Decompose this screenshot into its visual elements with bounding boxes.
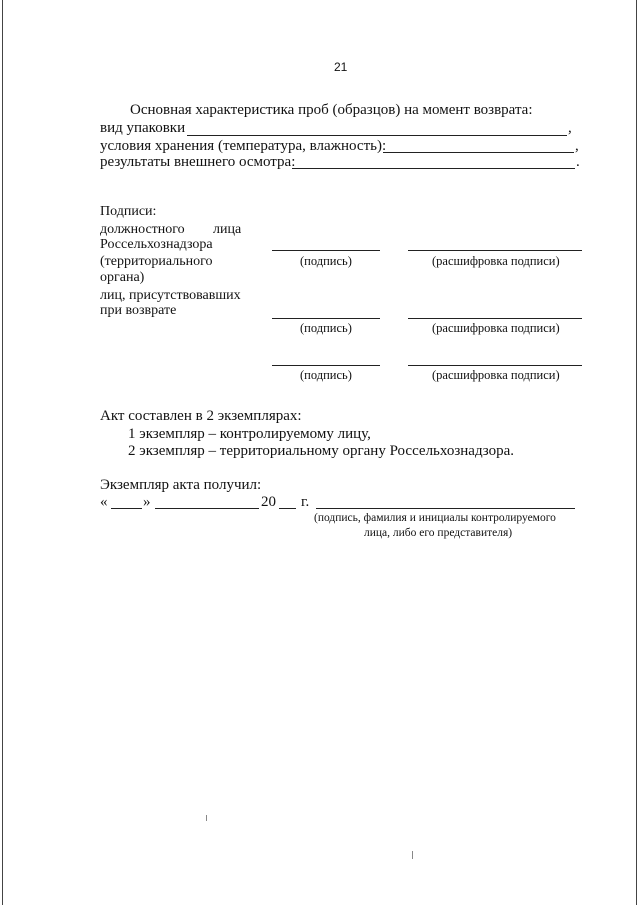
scan-edge-right	[636, 0, 637, 905]
official-label-line1a: должностного	[100, 222, 185, 237]
date-quote-open: «	[100, 494, 108, 510]
signature-caption: (подпись)	[300, 321, 352, 335]
official-label-line1b: лица	[213, 222, 242, 237]
year-suffix: г.	[301, 494, 310, 510]
signature-caption: (подпись)	[300, 368, 352, 382]
date-quote-close: »	[143, 494, 151, 510]
copies-heading: Акт составлен в 2 экземплярах:	[100, 408, 302, 424]
recipient-signature-line[interactable]	[316, 508, 575, 509]
scan-speck	[206, 815, 207, 821]
signature-line[interactable]	[272, 318, 380, 319]
return-heading: Основная характеристика проб (образцов) на момент возврата:	[130, 102, 533, 118]
receipt-label: Экземпляр акта получил:	[100, 477, 262, 493]
storage-conditions-comma: ,	[575, 138, 579, 154]
signature-line[interactable]	[272, 365, 380, 366]
storage-conditions-label: условия хранения (температура, влажность):	[100, 138, 387, 154]
copy-item: 1 экземпляр – контролируемому лицу,	[128, 426, 371, 442]
packaging-comma: ,	[568, 120, 572, 136]
signature-decoding-line[interactable]	[408, 318, 582, 319]
packaging-field-line[interactable]	[187, 135, 567, 136]
inspection-results-period: .	[576, 154, 580, 170]
recipient-caption-line1: (подпись, фамилия и инициалы контролируемого	[314, 512, 556, 524]
signature-caption: (подпись)	[300, 254, 352, 268]
year-field-line[interactable]	[279, 508, 296, 509]
scan-speck	[412, 851, 413, 859]
month-field-line[interactable]	[155, 508, 259, 509]
signatures-title: Подписи:	[100, 204, 157, 219]
present-label-line2: при возврате	[100, 303, 177, 318]
signature-decoding-caption: (расшифровка подписи)	[432, 368, 560, 382]
present-label-line1: лиц, присутствовавших	[100, 288, 241, 303]
signature-decoding-caption: (расшифровка подписи)	[432, 254, 560, 268]
year-prefix: 20	[261, 494, 276, 510]
page-number: 21	[334, 60, 348, 74]
signature-decoding-line[interactable]	[408, 365, 582, 366]
inspection-results-label: результаты внешнего осмотра:	[100, 154, 296, 170]
signature-line[interactable]	[272, 250, 380, 251]
inspection-results-field-line[interactable]	[292, 168, 575, 169]
official-label-line4: органа)	[100, 270, 145, 285]
signature-decoding-caption: (расшифровка подписи)	[432, 321, 560, 335]
storage-conditions-field-line[interactable]	[383, 152, 574, 153]
scan-edge-left	[2, 0, 3, 905]
official-label-line3: (территориального	[100, 254, 213, 269]
official-label-line2: Россельхознадзора	[100, 237, 213, 252]
copy-item: 2 экземпляр – территориальному органу Россельхознадзора.	[128, 443, 515, 459]
packaging-label: вид упаковки	[100, 120, 186, 136]
signature-decoding-line[interactable]	[408, 250, 582, 251]
day-field-line[interactable]	[111, 508, 142, 509]
recipient-caption-line2: лица, либо его представителя)	[364, 527, 513, 539]
